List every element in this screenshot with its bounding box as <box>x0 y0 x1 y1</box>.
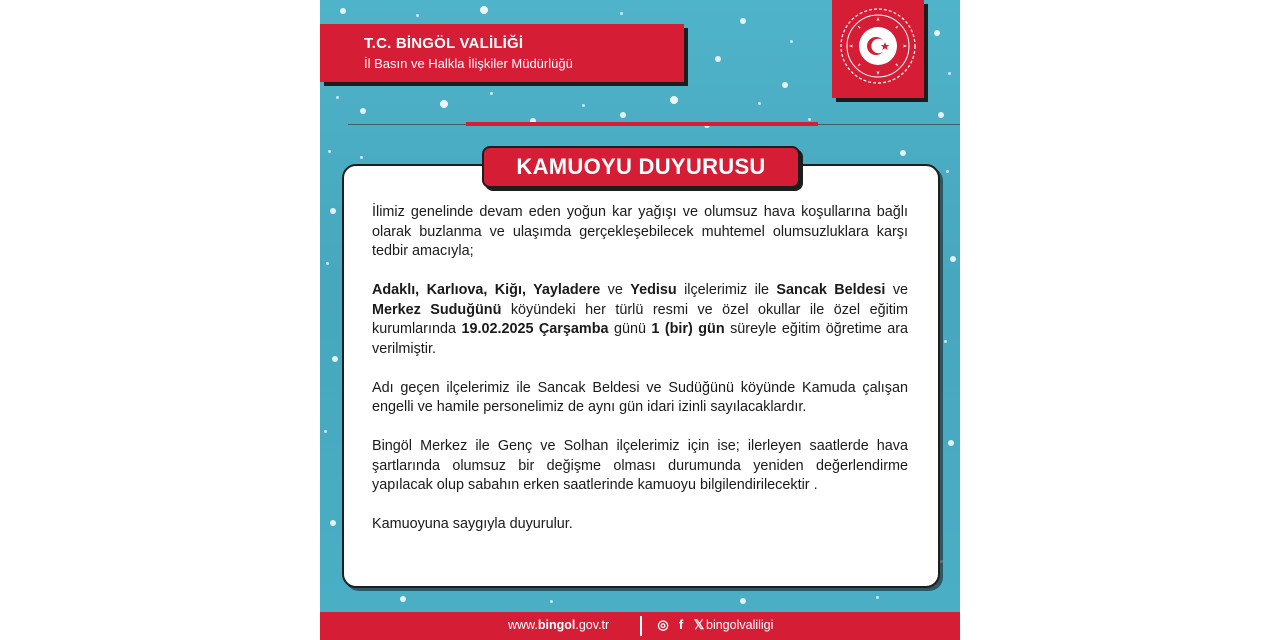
districts-list: Adaklı, Karlıova, Kiğı, Yayladere <box>372 282 601 298</box>
header-title: T.C. BİNGÖL VALİLİĞİ <box>364 35 524 52</box>
facebook-icon[interactable]: f <box>678 617 684 632</box>
divider-accent <box>466 122 818 126</box>
social-icons <box>656 617 706 633</box>
turkish-crescent-star-seal-icon <box>838 6 918 86</box>
paragraph-closure-decision: Adaklı, Karlıova, Kiğı, Yayladere ve Yedisu ilçelerimiz ile Sancak Beldesi ve Merkez Suduğünü köyündeki her türlü resmi ve özel okullar ile özel eğitim kurumlarında 19.02.2025 Çarşamba günü 1 (bir) gün süreyle eğitim öğretime ara verilmiştir. <box>372 282 909 357</box>
notice-body <box>372 203 908 554</box>
closure-duration: 1 (bir) gün <box>651 321 725 337</box>
paragraph-intro: İlimiz genelinde devam eden yoğun kar yağışı ve olumsuz hava koşullarına bağlı olarak buzlanma ve ulaşımda gerçekleşebilecek muhtemel olumsuzluklara karşı tedbir amacıyla; <box>372 204 908 259</box>
paragraph-other-districts: Bingöl Merkez ile Genç ve Solhan ilçelerimiz için ise; ilerleyen saatlerde hava şartlarında olumsuz bir değişme olması durumunda yeniden değerlendirme yapılacak olup sabahın erken saatlerinde kamuoyu bilgilendirilecektir . <box>372 438 908 493</box>
footer-separator <box>640 616 642 636</box>
village-merkez: Merkez Suduğünü <box>372 301 502 318</box>
notice-title: KAMUOYU DUYURUSU <box>482 146 800 188</box>
website-link[interactable]: www.bingol.gov.tr <box>508 618 610 632</box>
district-yedisu: Yedisu <box>630 282 677 298</box>
header-subtitle: İl Basın ve Halkla İlişkiler Müdürlüğü <box>364 56 573 71</box>
header-band <box>320 24 684 82</box>
announcement-poster <box>320 0 960 640</box>
town-sancak: Sancak Beldesi <box>776 282 886 298</box>
closure-date: 19.02.2025 Çarşamba <box>461 321 609 337</box>
instagram-icon[interactable]: ◎ <box>657 617 669 632</box>
paragraph-closing: Kamuoyuna saygıyla duyurulur. <box>372 516 573 532</box>
social-handle[interactable]: bingolvaliligi <box>706 618 774 632</box>
x-icon[interactable]: 𝕏 <box>693 617 705 632</box>
emblem-box <box>832 0 924 98</box>
paragraph-staff-leave: Adı geçen ilçelerimiz ile Sancak Beldesi ve Sudüğünü köyünde Kamuda çalışan engelli ve hamile personelimiz de aynı gün idari izinli sayılacaklardır. <box>372 379 908 415</box>
footer-bar <box>320 612 960 640</box>
